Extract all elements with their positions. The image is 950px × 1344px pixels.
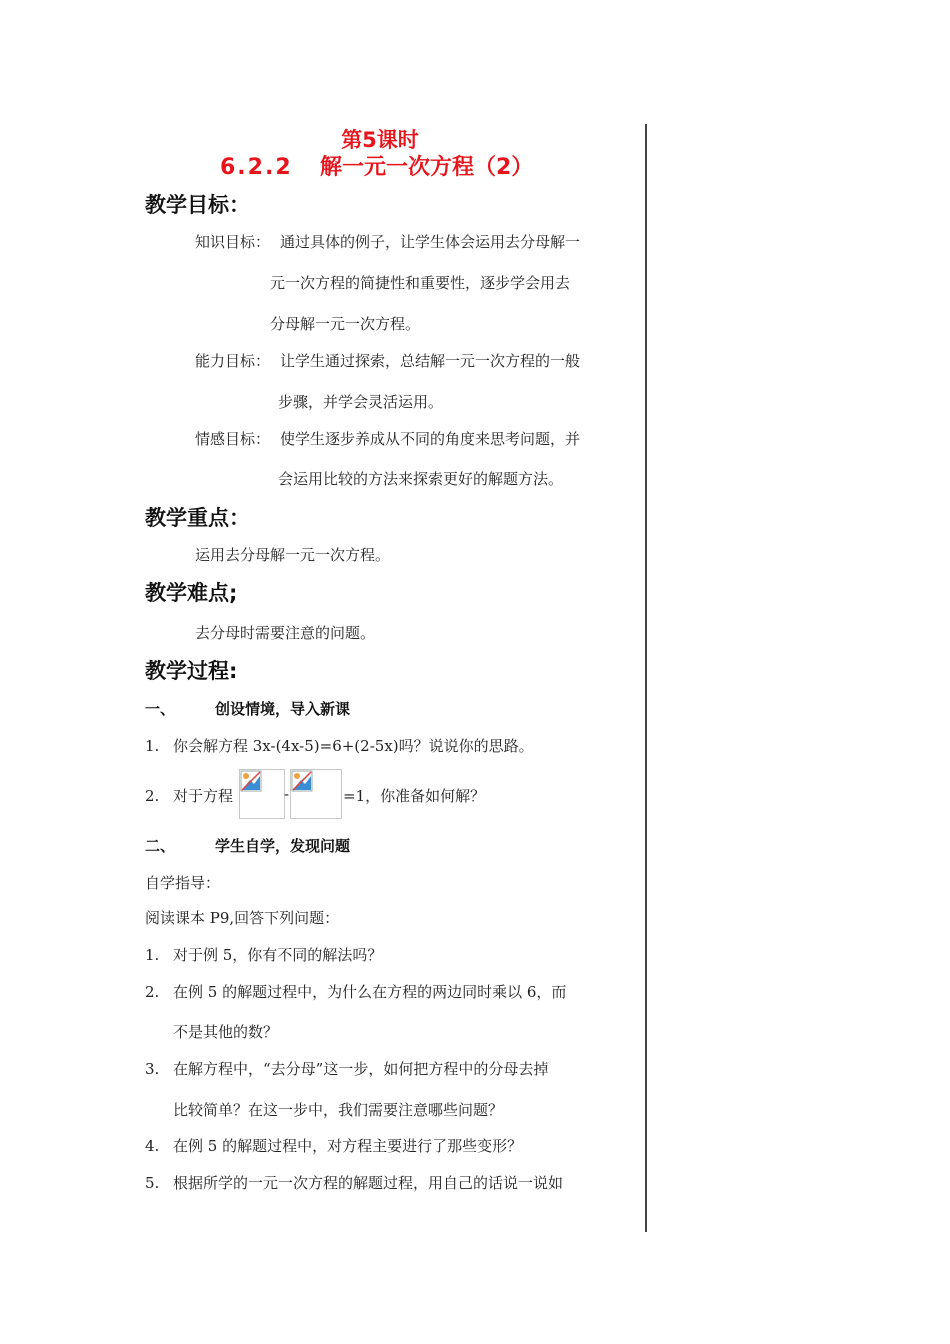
self-study-guide: 自学指导： [145, 874, 221, 892]
list-item: 1. 你会解方程 3x-(4x-5)=6+(2-5x)吗？说说你的思路。 [145, 737, 534, 755]
key-point-heading: 教学重点： [145, 506, 250, 530]
broken-image-icon [239, 769, 285, 819]
ability-objective-label: 能力目标： [195, 352, 271, 370]
knowledge-objective-line2: 元一次方程的简捷性和重要性，逐步学会用去 [270, 274, 571, 292]
ability-objective-line1: 让学生通过探索，总结解一元一次方程的一般 [280, 352, 581, 370]
knowledge-objective-label: 知识目标： [195, 233, 271, 251]
section-number: 6.2.2 [220, 155, 293, 180]
list-item: 5. 根据所学的一元一次方程的解题过程，用自己的话说一说如 [145, 1174, 564, 1192]
list-item: 1. 对于例 5，你有不同的解法吗？ [145, 946, 383, 964]
list-item: 2. 在例 5 的解题过程中，为什么在方程的两边同时乘以 6，而 [145, 983, 567, 1001]
process-heading: 教学过程: [145, 659, 238, 683]
list-item-equation: 2. 对于方程 [145, 787, 234, 805]
knowledge-objective-line3: 分母解一元一次方程。 [270, 315, 421, 333]
knowledge-objective-line1: 通过具体的例子，让学生体会运用去分母解一 [280, 233, 581, 251]
ability-objective-line2: 步骤，并学会灵活运用。 [278, 393, 444, 411]
emotion-objective-line2: 会运用比较的方法来探索更好的解题方法。 [278, 470, 564, 488]
section-title-text: 解一元一次方程（2） [320, 155, 534, 180]
equation-after: =1，你准备如何解？ [343, 787, 486, 805]
section-one-heading [145, 698, 350, 719]
section-title [220, 150, 533, 181]
objectives-heading: 教学目标： [145, 193, 250, 217]
section-one-title: 创设情境，导入新课 [215, 700, 351, 718]
difficulty-text: 去分母时需要注意的问题。 [195, 624, 376, 642]
page-margin-line [645, 124, 647, 1232]
section-two-heading [145, 835, 350, 856]
list-item-continuation: 比较简单？在这一步中，我们需要注意哪些问题？ [173, 1101, 504, 1119]
broken-image-icon [290, 769, 342, 819]
lesson-title: 第5课时 [341, 128, 419, 152]
list-item-continuation: 不是其他的数？ [173, 1023, 279, 1041]
equation-minus: - [284, 785, 290, 803]
list-item: 4. 在例 5 的解题过程中，对方程主要进行了那些变形？ [145, 1137, 523, 1155]
section-one-number: 一、 [145, 700, 176, 718]
emotion-objective-line1: 使学生逐步养成从不同的角度来思考问题，并 [280, 430, 581, 448]
emotion-objective-label: 情感目标： [195, 430, 271, 448]
key-point-text: 运用去分母解一元一次方程。 [195, 546, 391, 564]
section-two-number: 二、 [145, 837, 176, 855]
difficulty-heading: 教学难点; [145, 581, 238, 605]
reading-instruction: 阅读课本 P9,回答下列问题： [145, 909, 340, 927]
list-item: 3. 在解方程中，“去分母”这一步，如何把方程中的分母去掉 [145, 1060, 549, 1078]
section-two-title: 学生自学，发现问题 [215, 837, 351, 855]
